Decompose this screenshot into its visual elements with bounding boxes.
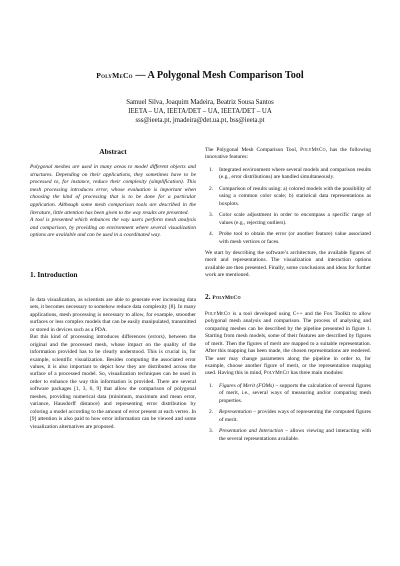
features-intro-text-end: , has the following innovative features: [205, 147, 371, 161]
author-block [0, 98, 400, 126]
features-intro [205, 147, 371, 162]
module-name: Representation [219, 409, 252, 416]
author-names: Samuel Silva, Joaquim Madeira, Beatriz Sousa Santos [126, 99, 274, 106]
left-column [30, 147, 196, 431]
module-text: – allows viewing and interacting with the several representations available. [219, 428, 371, 442]
module-number: 3. [209, 428, 214, 435]
feature-text: Integrated environment where several models and comparison results (e.g., error distributions) are handled simultaneously. [219, 166, 371, 181]
feature-text: Comparison of results using: a) colored models with the possibility of using a common color scale; b) statistical data representations as boxplots. [219, 185, 371, 207]
module-item [205, 428, 371, 443]
section-number: 2. [205, 291, 213, 301]
module-text: – provides ways of representing the computed figures of merit. [219, 409, 371, 423]
module-item [205, 409, 371, 424]
module-item [205, 383, 371, 405]
author-affiliation: IEETA – UA, IEETA/DET – UA, IEETA/DET – UA [128, 108, 272, 116]
author-emails: sss@ieeta.pt, jmadeira@det.ua.pt, bss@ieeta.pt [135, 117, 265, 125]
features-intro-toolname: PolyMeCo [300, 147, 326, 153]
description-tool-name: PolyMeCo [205, 310, 231, 317]
module-number: 2. [209, 409, 214, 416]
feature-item [205, 167, 371, 182]
feature-item [205, 212, 371, 227]
feature-number: 2. [209, 185, 214, 192]
section-heading-polymeco [205, 292, 371, 301]
intro-paragraph-2: But this kind of processing introduces differences (errors), between the original and the processed mesh, whose impact on the quality of the information provided has to be clearly understood. This is crucial in, for example, scientific visualization. Besides computing the associated error values, it is also important to depict how they are distributed across the surface of a processed model. So, visualization techniques can be used in order to enhance the way this information is provided. There are several software packages [1, 3, 6, 9] that allow the comparison of polygonal meshes, providing numerical data (minimum, maximum and mean error, variance, Hausdorff distance) and representing error distribution by coloring a model according to the amount of error present at each vertex. In [9] attention is also paid to how error information can be viewed and some visualization alternatives are proposed. [30, 334, 196, 430]
intro-paragraph-1: In data visualization, as scientists are able to generate ever increasing data sets, it becomes necessary to somehow reduce data complexity [8]. In many applications, mesh processing is necessary to allow, for example, smoother surfaces or less complex models that can be easily manipulated, transmitted or stored in devices such as a PDA. [30, 296, 196, 333]
module-name: Presentation and Interaction [219, 428, 284, 435]
section-heading-introduction: 1. Introduction [30, 269, 78, 279]
feature-item [205, 231, 371, 246]
feature-number: 1. [209, 166, 214, 173]
feature-text: Color scale adjustment in order to encompass a specific range of values (e.g., rejecting outliers). [219, 212, 371, 226]
feature-number: 4. [209, 231, 214, 238]
feature-item [205, 186, 371, 208]
feature-text: Probe tool to obtain the error (or another feature) value associated with mesh vertices or faces. [219, 231, 371, 245]
description-text: is a tool developed using C++ and the Fox Toolkit to allow polygonal mesh analysis and comparison. The process of analysing and comparing meshes can be described by the pipeline presented in figure 1. Starting from mesh models, some of their features are described by figures of merit. Then the figures of merit are mapped to a suitable representation. After this mapping has been made, the chosen representations are rendered. The user may change parameters along the pipeline in order to, for example, choose another figure of merit, or the representation mapping used. Having this in mind, [205, 310, 371, 377]
abstract-heading: Abstract [99, 147, 127, 156]
right-column [205, 147, 371, 447]
feature-number: 3. [209, 212, 214, 219]
description-text-end: has three main modules: [289, 370, 344, 377]
architecture-overview: We start by describing the software’s architecture, the available figures of merit and representations. The visualization and interaction options available are then presented. Finally, some conclusions and ideas for further work are mentioned. [205, 249, 371, 279]
module-name: Figures of Merit (FOMs) [219, 382, 274, 389]
title-text: — A Polygonal Mesh Comparison Tool [132, 70, 304, 81]
features-intro-text: The Polygonal Mesh Comparison Tool, [205, 147, 301, 153]
polymeco-description [205, 311, 371, 378]
title-tool-name: PolyMeCo [96, 71, 133, 80]
module-list [205, 383, 371, 443]
paper-title [0, 70, 400, 81]
module-number: 1. [209, 382, 214, 389]
feature-list [205, 167, 371, 246]
abstract-text: Polygonal meshes are used in many areas to model different objects and structures. Depending on their applications, they sometimes have to be processed to, for instance, reduce their complexity (simplification). This mesh processing introduces error, whose evaluation is important when choosing the kind of processing that is to be done for a particular application. Although some mesh comparison tools are described in the literature, little attention has been given to the way results are presented. A tool is presented which enhances the way users perform mesh analysis and comparison, by providing an environment where several visualization options are available and can be used in a coordinated way. [30, 164, 196, 239]
section-tool-name: PolyMeCo [212, 294, 241, 301]
module-text: – supports the calculation of several figures of merit, i.e., several ways of measuring and/or comparing mesh properties. [219, 382, 371, 404]
description-tool-name-2: PolyMeCo [263, 370, 290, 377]
